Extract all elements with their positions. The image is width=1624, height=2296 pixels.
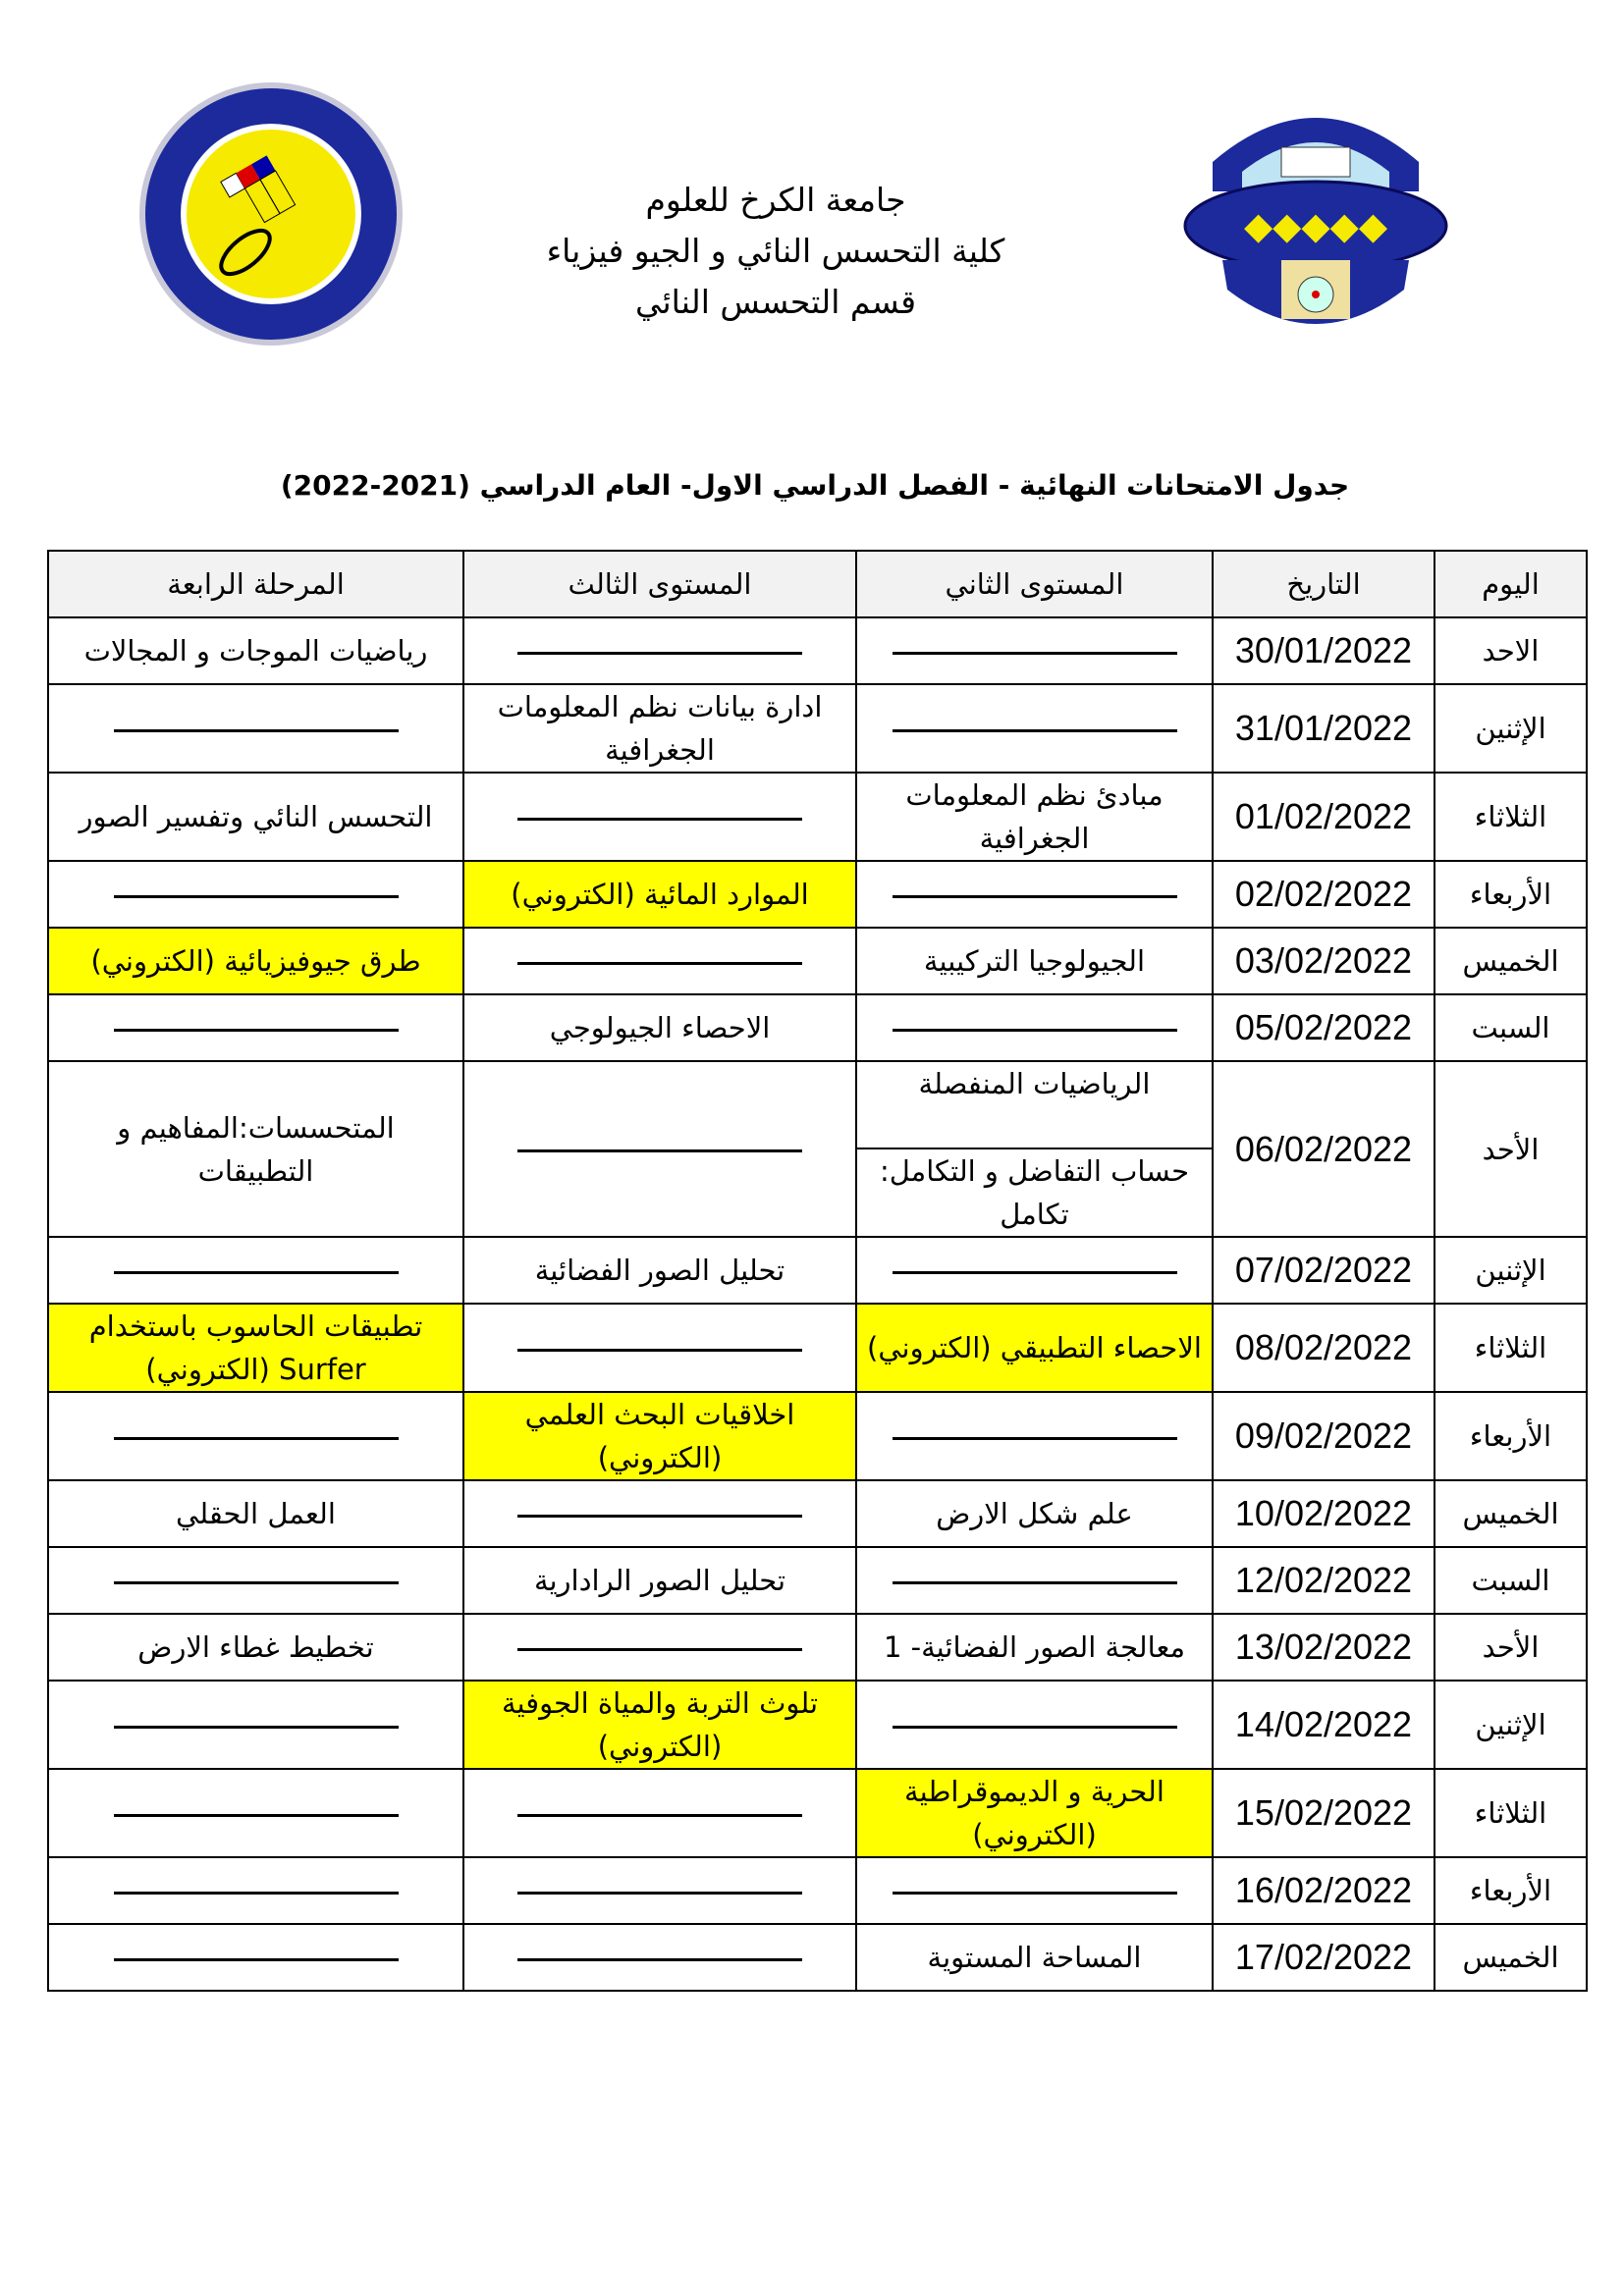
level4-cell: المتحسسات:المفاهيم و التطبيقات	[48, 1061, 463, 1237]
empty-dash	[893, 652, 1177, 655]
svg-text:◆◆◆◆◆: ◆◆◆◆◆	[1243, 204, 1388, 247]
day-cell: الثلاثاء	[1435, 773, 1587, 861]
date-cell: 14/02/2022	[1213, 1681, 1435, 1769]
level2-cell: حساب التفاضل و التكامل: تكامل	[856, 1148, 1213, 1237]
column-header-date: التاريخ	[1213, 551, 1435, 617]
level2-cell	[856, 1237, 1213, 1304]
empty-dash	[517, 1814, 802, 1817]
level4-cell	[48, 1392, 463, 1480]
schedule-title: جدول الامتحانات النهائية - الفصل الدراسي الاول- العام الدراسي (2021-2022)	[280, 469, 1350, 502]
university-name: جامعة الكرخ للعلوم	[645, 181, 906, 219]
date-cell: 15/02/2022	[1213, 1769, 1435, 1857]
date-cell: 05/02/2022	[1213, 994, 1435, 1061]
empty-dash	[893, 1892, 1177, 1895]
level3-cell: تحليل الصور الرادارية	[463, 1547, 856, 1614]
table-row	[48, 1769, 1587, 1857]
day-cell: الإثنين	[1435, 1237, 1587, 1304]
table-row	[48, 1392, 1587, 1480]
institution-header	[442, 175, 1110, 328]
day-cell: الخميس	[1435, 1480, 1587, 1547]
empty-dash	[114, 1958, 399, 1961]
table-row	[48, 1614, 1587, 1681]
empty-dash	[893, 1726, 1177, 1729]
college-logo	[137, 80, 405, 347]
column-header-level2: المستوى الثاني	[856, 551, 1213, 617]
table-row	[48, 684, 1587, 773]
day-cell: الاحد	[1435, 617, 1587, 684]
day-cell: الأربعاء	[1435, 1857, 1587, 1924]
date-cell: 31/01/2022	[1213, 684, 1435, 773]
level2-cell: علم شكل الارض	[856, 1480, 1213, 1547]
day-cell: الخميس	[1435, 928, 1587, 994]
level3-cell	[463, 617, 856, 684]
university-logo	[1183, 93, 1448, 339]
level4-cell	[48, 861, 463, 928]
table-row	[48, 928, 1587, 994]
level2-cell: المساحة المستوية	[856, 1924, 1213, 1991]
level4-cell	[48, 1924, 463, 1991]
level2-cell	[856, 1857, 1213, 1924]
date-cell: 08/02/2022	[1213, 1304, 1435, 1392]
empty-dash	[114, 1029, 399, 1032]
empty-dash	[517, 1958, 802, 1961]
table-row	[48, 1237, 1587, 1304]
date-cell: 06/02/2022	[1213, 1061, 1435, 1237]
level2-cell	[856, 1392, 1213, 1480]
empty-dash	[114, 1726, 399, 1729]
empty-dash	[517, 1349, 802, 1352]
level2-cell	[856, 861, 1213, 928]
level3-cell	[463, 1304, 856, 1392]
level4-cell: رياضيات الموجات و المجالات	[48, 617, 463, 684]
day-cell: الأحد	[1435, 1614, 1587, 1681]
level4-cell: التحسس النائي وتفسير الصور	[48, 773, 463, 861]
column-header-level3: المستوى الثالث	[463, 551, 856, 617]
level2-cell	[856, 617, 1213, 684]
day-cell: الإثنين	[1435, 684, 1587, 773]
day-cell: السبت	[1435, 1547, 1587, 1614]
empty-dash	[517, 1648, 802, 1651]
level3-cell: تلوث التربة والمياة الجوفية (الكتروني)	[463, 1681, 856, 1769]
college-name: كلية التحسس النائي و الجيو فيزياء	[546, 232, 1005, 270]
empty-dash	[517, 1515, 802, 1518]
level2-cell: الاحصاء التطبيقي (الكتروني)	[856, 1304, 1213, 1392]
level3-cell: تحليل الصور الفضائية	[463, 1237, 856, 1304]
table-row	[48, 1061, 1587, 1148]
level4-cell: تطبيقات الحاسوب باستخدام Surfer (الكتروني)	[48, 1304, 463, 1392]
empty-dash	[893, 895, 1177, 898]
day-cell: الخميس	[1435, 1924, 1587, 1991]
date-cell: 17/02/2022	[1213, 1924, 1435, 1991]
level2-cell	[856, 1681, 1213, 1769]
day-cell: السبت	[1435, 994, 1587, 1061]
level3-cell	[463, 1480, 856, 1547]
exam-schedule-table	[47, 550, 1588, 1992]
day-cell: الثلاثاء	[1435, 1304, 1587, 1392]
table-row	[48, 617, 1587, 684]
empty-dash	[114, 1581, 399, 1584]
date-cell: 01/02/2022	[1213, 773, 1435, 861]
level4-cell	[48, 1237, 463, 1304]
empty-dash	[517, 1149, 802, 1152]
level2-cell: الجيولوجيا التركيبية	[856, 928, 1213, 994]
empty-dash	[114, 729, 399, 732]
date-cell: 13/02/2022	[1213, 1614, 1435, 1681]
date-cell: 09/02/2022	[1213, 1392, 1435, 1480]
date-cell: 12/02/2022	[1213, 1547, 1435, 1614]
level4-cell	[48, 1681, 463, 1769]
empty-dash	[893, 1271, 1177, 1274]
department-name: قسم التحسس النائي	[634, 283, 917, 321]
level3-cell: اخلاقيات البحث العلمي (الكتروني)	[463, 1392, 856, 1480]
table-row	[48, 1681, 1587, 1769]
empty-dash	[114, 1271, 399, 1274]
date-cell: 02/02/2022	[1213, 861, 1435, 928]
level4-cell: العمل الحقلي	[48, 1480, 463, 1547]
day-cell: الأحد	[1435, 1061, 1587, 1237]
level3-cell: الاحصاء الجيولوجي	[463, 994, 856, 1061]
table-row	[48, 1480, 1587, 1547]
empty-dash	[517, 962, 802, 965]
day-cell: الأربعاء	[1435, 1392, 1587, 1480]
level4-cell: تخطيط غطاء الارض	[48, 1614, 463, 1681]
level2-cell: معالجة الصور الفضائية- 1	[856, 1614, 1213, 1681]
level4-cell	[48, 1547, 463, 1614]
day-cell: الثلاثاء	[1435, 1769, 1587, 1857]
empty-dash	[114, 1814, 399, 1817]
column-header-level4: المرحلة الرابعة	[48, 551, 463, 617]
empty-dash	[893, 729, 1177, 732]
day-cell: الأربعاء	[1435, 861, 1587, 928]
date-cell: 30/01/2022	[1213, 617, 1435, 684]
table-header-row	[48, 551, 1587, 617]
table-row	[48, 1547, 1587, 1614]
column-header-day: اليوم	[1435, 551, 1587, 617]
level3-cell	[463, 773, 856, 861]
day-cell: الإثنين	[1435, 1681, 1587, 1769]
level2-cell: الحرية و الديموقراطية (الكتروني)	[856, 1769, 1213, 1857]
empty-dash	[893, 1029, 1177, 1032]
level2-cell	[856, 684, 1213, 773]
level4-cell	[48, 1769, 463, 1857]
level3-cell	[463, 928, 856, 994]
date-cell: 03/02/2022	[1213, 928, 1435, 994]
table-row	[48, 994, 1587, 1061]
date-cell: 10/02/2022	[1213, 1480, 1435, 1547]
level4-cell	[48, 994, 463, 1061]
date-cell: 07/02/2022	[1213, 1237, 1435, 1304]
table-row	[48, 1857, 1587, 1924]
empty-dash	[114, 1892, 399, 1895]
table-row	[48, 861, 1587, 928]
level4-cell	[48, 684, 463, 773]
table-row	[48, 773, 1587, 861]
empty-dash	[893, 1437, 1177, 1440]
level3-cell	[463, 1614, 856, 1681]
level3-cell	[463, 1857, 856, 1924]
level3-cell	[463, 1061, 856, 1237]
empty-dash	[517, 652, 802, 655]
level2-cell: مبادئ نظم المعلومات الجغرافية	[856, 773, 1213, 861]
empty-dash	[893, 1581, 1177, 1584]
empty-dash	[517, 1892, 802, 1895]
level3-cell	[463, 1769, 856, 1857]
level4-cell	[48, 1857, 463, 1924]
table-row	[48, 1924, 1587, 1991]
table-row	[48, 1304, 1587, 1392]
level3-cell: الموارد المائية (الكتروني)	[463, 861, 856, 928]
level2-cell	[856, 1547, 1213, 1614]
level2-cell: الرياضيات المنفصلة	[856, 1061, 1213, 1148]
empty-dash	[517, 818, 802, 821]
level2-cell	[856, 994, 1213, 1061]
level3-cell: ادارة بيانات نظم المعلومات الجغرافية	[463, 684, 856, 773]
empty-dash	[114, 895, 399, 898]
level3-cell	[463, 1924, 856, 1991]
date-cell: 16/02/2022	[1213, 1857, 1435, 1924]
empty-dash	[114, 1437, 399, 1440]
level4-cell: طرق جيوفيزيائية (الكتروني)	[48, 928, 463, 994]
